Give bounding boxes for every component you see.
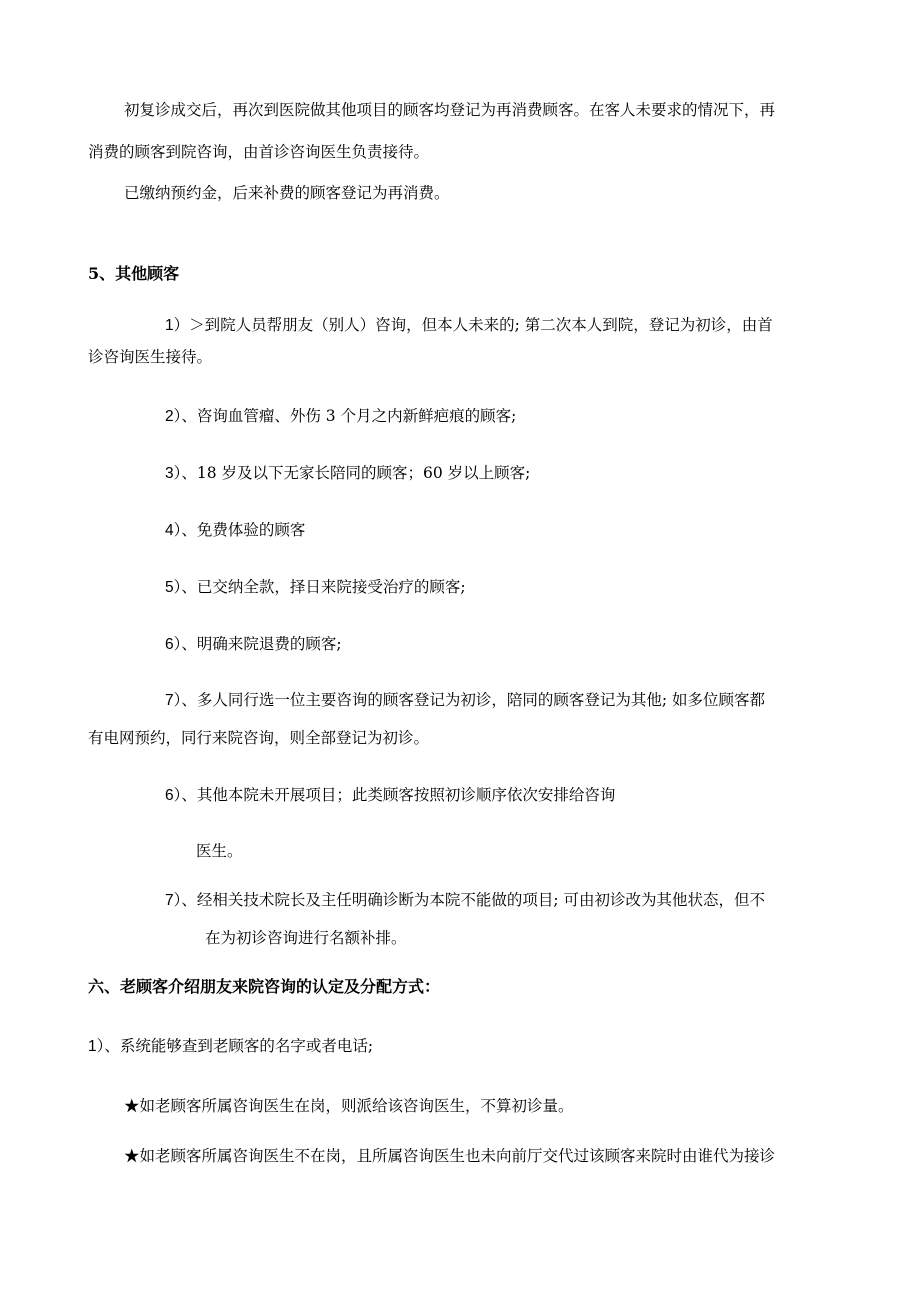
item-number: 1） [165,317,190,334]
list-item [165,315,773,336]
section-heading: 六、老顾客介绍朋友来院咨询的认定及分配方式： [88,977,441,996]
paragraph-line: 已缴纳预约金，后来补费的顾客登记为再消费。 [124,184,450,202]
paragraph-line: 初复诊成交后，再次到医院做其他项目的顾客均登记为再消费顾客。在客人未要求的情况下，再 [124,101,776,119]
item-number: 1） [88,1038,105,1055]
list-item-continuation: 诊咨询医生接待。 [88,348,213,366]
item-text: 、经相关技术院长及主任明确诊断为本院不能做的项目; 可由初诊改为其他状态，但不 [181,891,766,909]
list-item [165,634,342,655]
item-text: 、18 岁及以下无家长陪同的顾客；60 岁以上顾客; [181,464,531,482]
bullet-item: ★如老顾客所属咨询医生不在岗，且所属咨询医生也未向前厅交代过该顾客来院时由谁代为接诊 [124,1147,776,1165]
list-item [165,463,530,484]
item-text: 、其他本院未开展项目；此类顾客按照初诊顺序依次安排给咨询 [181,786,616,804]
list-item [165,520,305,541]
item-number: 4） [165,522,182,539]
list-item-continuation: 在为初诊咨询进行名额补排。 [205,929,407,947]
item-text: 、已交纳全款，择日来院接受治疗的顾客; [181,578,466,596]
item-text: 、免费体验的顾客 [181,521,306,539]
list-item [165,406,516,427]
list-item [165,890,765,911]
item-number: 6） [165,787,182,804]
item-number: 7） [165,892,182,909]
item-text: 、多人同行选一位主要咨询的顾客登记为初诊，陪同的顾客登记为其他; 如多位顾客都 [181,691,766,709]
item-text: 、明确来院退费的顾客; [181,635,342,653]
item-text: 、咨询血管瘤、外伤 3 个月之内新鲜疤痕的顾客; [181,407,517,425]
bullet-item: ★如老顾客所属咨询医生在岗，则派给该咨询医生，不算初诊量。 [124,1097,574,1115]
list-item [165,690,765,711]
paragraph-line: 消费的顾客到院咨询，由首诊咨询医生负责接待。 [88,143,430,161]
item-number: 3） [165,465,182,482]
item-text: 、系统能够查到老顾客的名字或者电话; [104,1037,374,1055]
item-number: 6） [165,636,182,653]
item-number: 7） [165,692,182,709]
section-heading: 5、其他顾客 [88,264,180,283]
list-item [165,785,615,806]
item-number: 5） [165,579,182,596]
list-item [88,1036,373,1057]
item-number: 2） [165,408,182,425]
list-item-continuation: 有电网预约，同行来院咨询，则全部登记为初诊。 [88,729,430,747]
list-item [165,577,466,598]
item-text: ＞到院人员帮朋友（别人）咨询，但本人未来的; 第二次本人到院，登记为初诊，由首 [189,316,773,334]
list-item-continuation: 医生。 [196,842,243,860]
